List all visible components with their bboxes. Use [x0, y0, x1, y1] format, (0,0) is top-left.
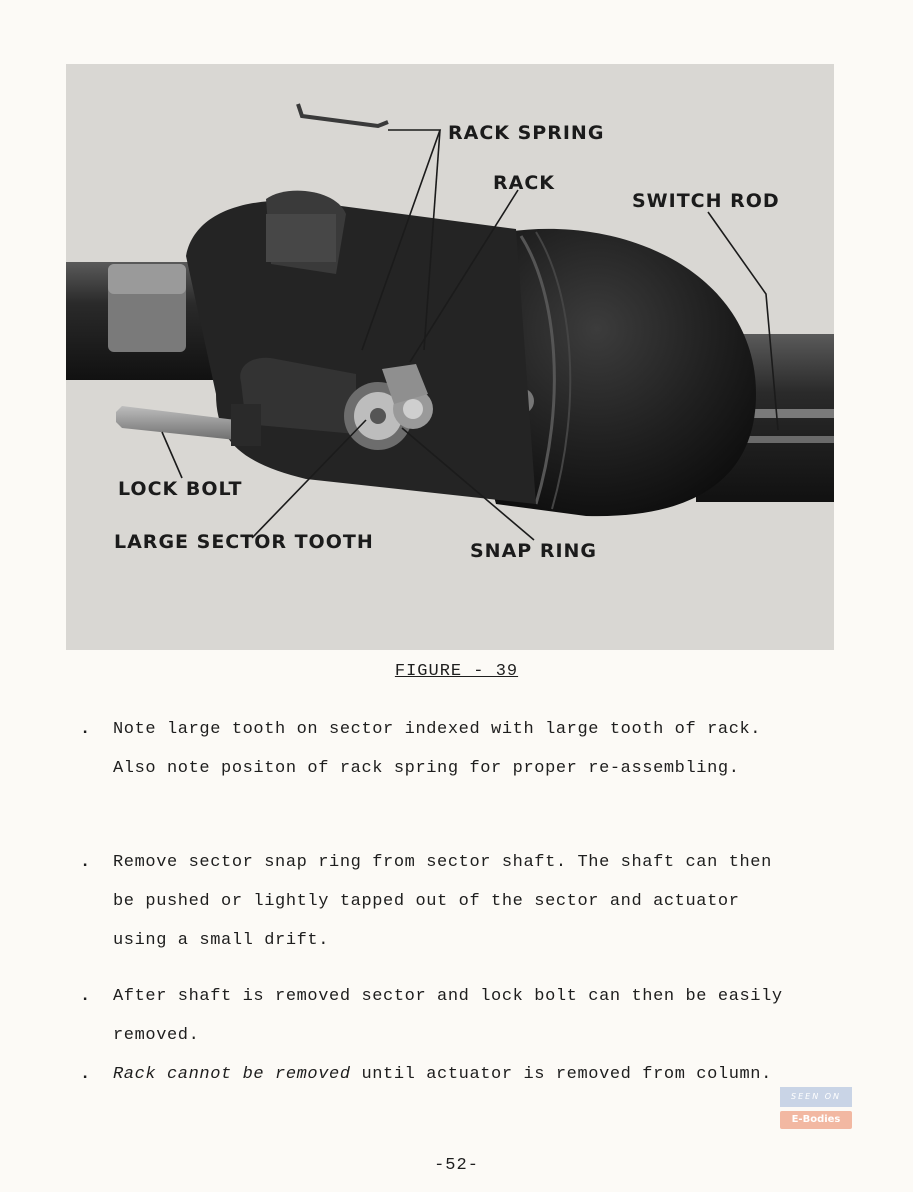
callout-large-sector-tooth: LARGE SECTOR TOOTH	[114, 531, 374, 553]
figure-caption-text: FIGURE - 39	[394, 662, 519, 681]
instruction-item	[80, 977, 800, 1055]
callout-rack: RACK	[493, 172, 556, 194]
seen-on-watermark	[780, 1087, 852, 1131]
instruction-item	[80, 710, 800, 788]
instruction-emphasis: Rack cannot be removed	[113, 1065, 351, 1084]
watermark-bottom: E-Bodies	[780, 1111, 852, 1129]
lock-cylinder-body	[186, 191, 536, 504]
instruction-text: Remove sector snap ring from sector shaft. The shaft can then be pushed or lightly tapped out of the sector and actuator using a small drift.	[113, 853, 772, 950]
page-number: -52-	[434, 1156, 479, 1175]
figure-caption	[0, 662, 913, 681]
callout-snap-ring: SNAP RING	[470, 540, 598, 562]
lock-bolt	[116, 404, 261, 446]
instruction-text: After shaft is removed sector and lock bolt can then be easily removed.	[113, 987, 783, 1045]
callout-switch-rod: SWITCH ROD	[632, 190, 780, 212]
steering-column-illustration	[66, 64, 834, 650]
callout-lock-bolt: LOCK BOLT	[118, 478, 243, 500]
instruction-text-rest: until actuator is removed from column.	[350, 1065, 772, 1084]
figure-39-photo	[66, 64, 834, 650]
instruction-text	[113, 1055, 800, 1094]
instruction-text: Note large tooth on sector indexed with large tooth of rack. Also note positon of rack spring for proper re-assembling.	[113, 720, 762, 778]
callout-rack-spring: RACK SPRING	[448, 122, 605, 144]
bullet-dot: .	[80, 853, 91, 872]
instruction-item	[80, 843, 800, 960]
bullet-dot: .	[80, 987, 91, 1006]
rack-spring	[298, 104, 388, 126]
watermark-top: SEEN ON	[780, 1087, 852, 1107]
bullet-dot: .	[80, 1065, 91, 1084]
instruction-item	[80, 1055, 800, 1094]
bullet-dot: .	[80, 720, 91, 739]
